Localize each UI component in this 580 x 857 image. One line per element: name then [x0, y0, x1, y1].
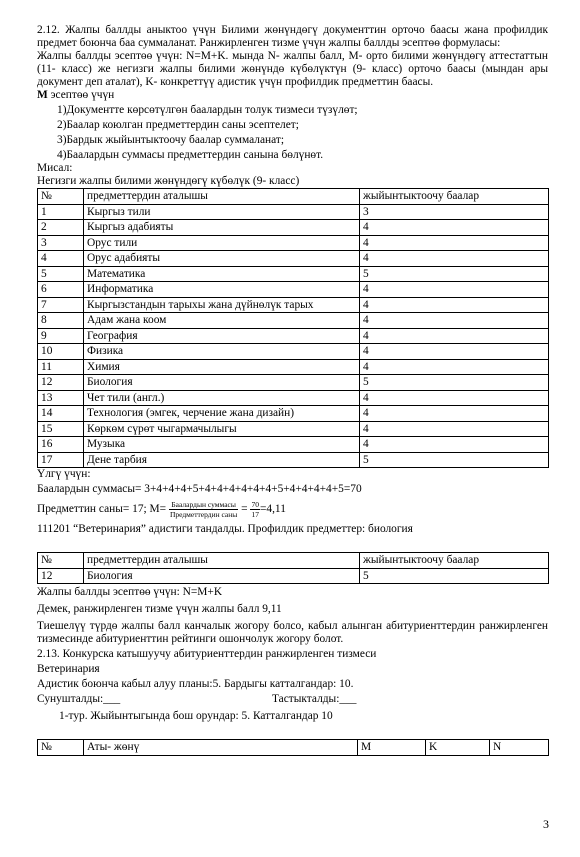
cell-number: 14: [38, 406, 84, 422]
ranking-header-m: M: [358, 740, 426, 756]
profile-cell-grade: 5: [360, 568, 549, 584]
cell-subject: Химия: [84, 359, 360, 375]
cell-grade: 5: [360, 375, 549, 391]
cell-number: 8: [38, 313, 84, 329]
cell-number: 15: [38, 421, 84, 437]
conclusion-formula: Жалпы баллды эсептөө үчүн: N=M+K: [37, 586, 223, 598]
m-heading-rest: эсептөө үчүн: [47, 89, 115, 101]
table-row: [38, 421, 549, 437]
profile-table: [37, 552, 549, 584]
table-row: [38, 313, 549, 329]
conclusion-result: Демек, ранжирленген тизме үчүн жалпы балл 9,11: [37, 603, 282, 615]
ranking-table: [37, 739, 549, 756]
profile-table-header: [38, 553, 549, 569]
specialty-name: Ветеринария: [37, 663, 100, 675]
m-heading-bold: M: [37, 89, 48, 101]
ranking-header-k: K: [426, 740, 490, 756]
cell-number: 9: [38, 328, 84, 344]
document-title: Негизги жалпы билими жөнүндөгү күбөлүк (9- класс): [37, 175, 300, 187]
cell-grade: 5: [360, 452, 549, 468]
header-number: №: [38, 189, 84, 205]
cell-number: 16: [38, 437, 84, 453]
cell-grade: 5: [360, 266, 549, 282]
cell-subject: Кыргыз тили: [84, 204, 360, 220]
cell-subject: Биология: [84, 375, 360, 391]
profile-header-subject: предметтердин аталышы: [84, 553, 360, 569]
header-subject: предметтердин аталышы: [84, 189, 360, 205]
admission-plan: Адистик боюнча кабыл алуу планы:5. Бардыгы катталгандар: 10.: [37, 678, 354, 690]
profile-header-grade: жыйынтыктоочу баалар: [360, 553, 549, 569]
page-number: 3: [543, 817, 549, 831]
table-row: [38, 375, 549, 391]
grades-table: [37, 188, 549, 468]
table-row: [38, 437, 549, 453]
page-content: [37, 24, 548, 756]
table-row: [38, 220, 549, 236]
grades-table-header: [38, 189, 549, 205]
table-row: [38, 297, 549, 313]
intro-paragraph-1: 2.12. Жалпы баллды аныктоо үчүн Билими жөнүндөгү документтин орточо баасы жана профилдик предмет боюнча баа суммаланат. Ранжирленген тизме үчүн жалпы баллды эсептөө формуласы:: [37, 24, 548, 49]
header-grade: жыйынтыктоочу баалар: [360, 189, 549, 205]
cell-grade: 4: [360, 344, 549, 360]
table-row: [38, 344, 549, 360]
table-row: [38, 266, 549, 282]
cell-number: 6: [38, 282, 84, 298]
cell-subject: Музыка: [84, 437, 360, 453]
submitted-by: Сунушталды:___: [37, 693, 121, 705]
ranking-header-n: N: [490, 740, 549, 756]
cell-number: 1: [38, 204, 84, 220]
cell-grade: 3: [360, 204, 549, 220]
m-step-4: 4)Баалардын суммасы предметтердин санына бөлүнөт.: [57, 149, 324, 161]
example-label: Мисал:: [37, 162, 73, 174]
average-result: =4,11: [259, 503, 286, 516]
cell-subject: Орус тили: [84, 235, 360, 251]
cell-subject: Дене тарбия: [84, 452, 360, 468]
average-formula: [37, 500, 548, 519]
cell-grade: 4: [360, 359, 549, 375]
signature-row: [37, 693, 548, 706]
equals-sign: =: [241, 503, 248, 516]
fraction-words: [169, 500, 238, 519]
cell-grade: 4: [360, 235, 549, 251]
profile-header-number: №: [38, 553, 84, 569]
table-row: [38, 328, 549, 344]
m-section-heading: [37, 89, 548, 102]
table-row: [38, 282, 549, 298]
cell-number: 10: [38, 344, 84, 360]
approved-by: Тастыкталды:___: [272, 693, 357, 705]
count-prefix: Предметтин саны= 17; M=: [37, 503, 167, 516]
sum-line: Баалардын суммасы= 3+4+4+4+5+4+4+4+4+4+4+5+4+4+4+4+5=70: [37, 483, 362, 495]
ranking-header-number: №: [38, 740, 84, 756]
cell-subject: Орус адабияты: [84, 251, 360, 267]
cell-grade: 4: [360, 282, 549, 298]
cell-subject: Көркөм сүрөт чыгармачылыгы: [84, 421, 360, 437]
profile-cell-number: 12: [38, 568, 84, 584]
cell-number: 2: [38, 220, 84, 236]
profile-cell-subject: Биология: [84, 568, 360, 584]
cell-number: 7: [38, 297, 84, 313]
cell-number: 11: [38, 359, 84, 375]
fraction-numerator: 70: [251, 500, 259, 509]
cell-subject: Кыргыз адабияты: [84, 220, 360, 236]
fraction-numbers: [250, 500, 260, 519]
cell-grade: 4: [360, 297, 549, 313]
cell-subject: Математика: [84, 266, 360, 282]
table-row: [38, 235, 549, 251]
table-row: [38, 359, 549, 375]
cell-number: 12: [38, 375, 84, 391]
cell-subject: Физика: [84, 344, 360, 360]
cell-grade: 4: [360, 421, 549, 437]
cell-number: 3: [38, 235, 84, 251]
cell-subject: Чет тили (англ.): [84, 390, 360, 406]
cell-grade: 4: [360, 406, 549, 422]
cell-subject: Кыргызстандын тарыхы жана дүйнөлүк тарых: [84, 297, 360, 313]
intro-paragraph-2: Жалпы баллды эсептөө үчүн: N=M+K. мында N- жалпы балл, M- орто билими жөнүндөгү аттестаттын (11- класс) же негизги жалпы билими жөнүндө күбөлүктүн (9- класс) орточо баасы (мындан ары документ деп аталат), K- конкреттүү адистик үчүн профилдик предметтин баасы.: [37, 50, 548, 88]
cell-grade: 4: [360, 390, 549, 406]
table-row: [38, 390, 549, 406]
table-row: [38, 251, 549, 267]
cell-number: 17: [38, 452, 84, 468]
cell-grade: 4: [360, 328, 549, 344]
cell-number: 4: [38, 251, 84, 267]
cell-number: 13: [38, 390, 84, 406]
sample-label: Үлгү үчүн:: [37, 468, 91, 480]
fraction-denominator: 17: [251, 510, 259, 519]
round-info: 1-тур. Жыйынтыгында бош орундар: 5. Катталгандар 10: [59, 710, 333, 722]
cell-subject: Технология (эмгек, черчение жана дизайн): [84, 406, 360, 422]
conclusion-note: Тиешелүү түрдө жалпы балл канчалык жогору болсо, кабыл алынган абитуриенттердин ранжирленген тизмесинде абитуриенттин рейтинги ошончолук жогору болот.: [37, 620, 548, 645]
m-step-1: 1)Документте көрсөтүлгөн баалардын толук тизмеси түзүлөт;: [57, 104, 358, 116]
cell-grade: 4: [360, 251, 549, 267]
table-row: [38, 568, 549, 584]
m-step-2: 2)Баалар коюлган предметтердин саны эсептелет;: [57, 119, 299, 131]
table-row: [38, 204, 549, 220]
cell-grade: 4: [360, 437, 549, 453]
cell-number: 5: [38, 266, 84, 282]
cell-subject: Информатика: [84, 282, 360, 298]
cell-subject: Адам жана коом: [84, 313, 360, 329]
section-title: 2.13. Конкурска катышуучу абитуриенттердин ранжирленген тизмеси: [37, 648, 377, 660]
cell-subject: География: [84, 328, 360, 344]
ranking-table-header: [38, 740, 549, 756]
fraction-words-denominator: Предметтердин саны: [169, 510, 238, 519]
table-row: [38, 406, 549, 422]
m-step-3: 3)Бардык жыйынтыктоочу баалар суммаланат;: [57, 134, 285, 146]
fraction-words-numerator: Баалардын суммасы: [169, 500, 238, 510]
ranking-header-name: Аты- жөнү: [84, 740, 358, 756]
cell-grade: 4: [360, 313, 549, 329]
table-row: [38, 452, 549, 468]
cell-grade: 4: [360, 220, 549, 236]
specialty-choice: 111201 “Ветеринария” адистиги тандалды. Профилдик предметтер: биология: [37, 523, 413, 535]
